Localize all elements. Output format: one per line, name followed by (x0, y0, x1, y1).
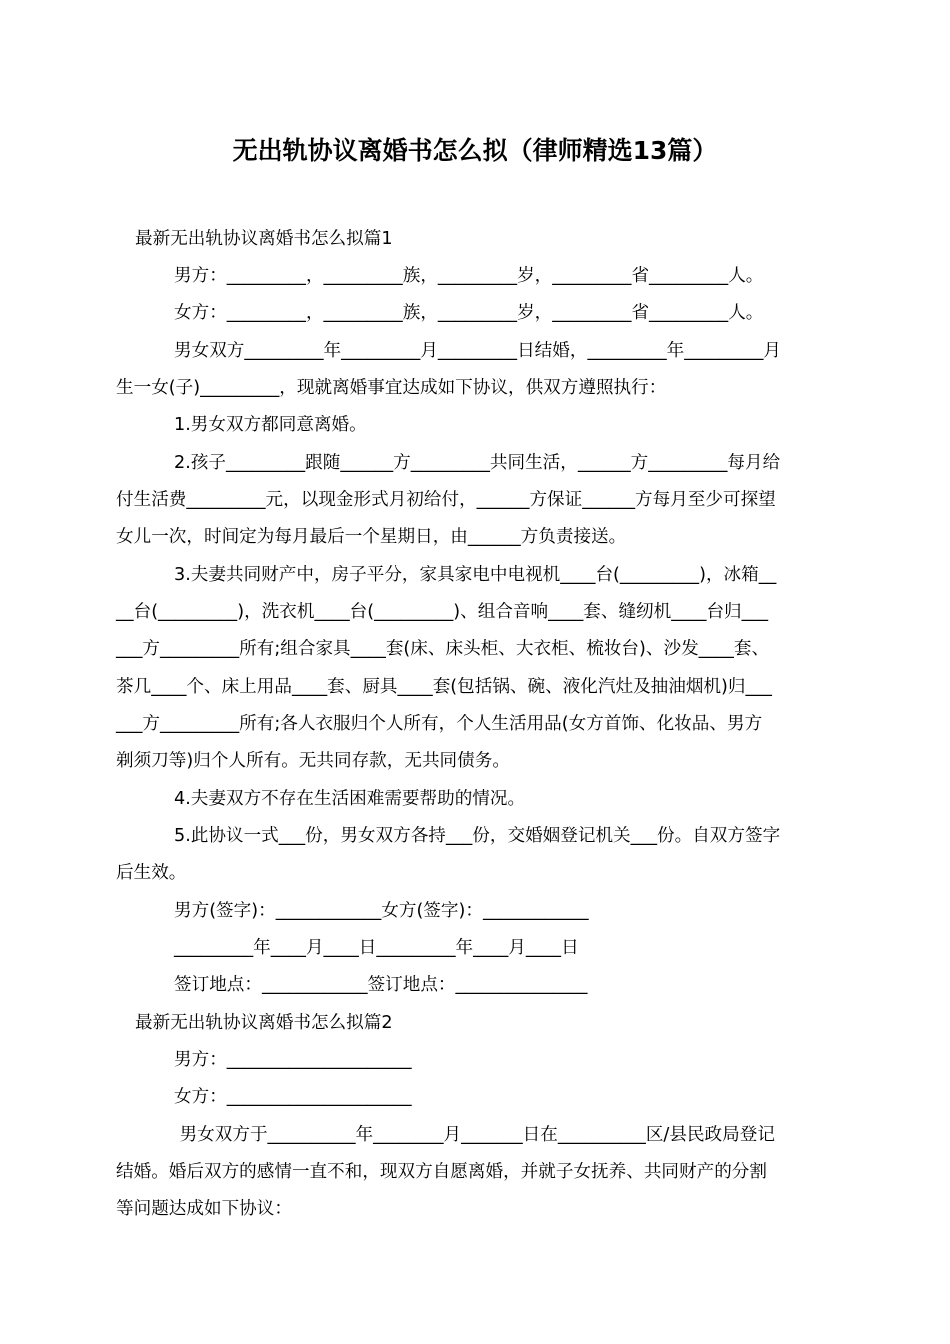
section-heading-1: 最新无出轨协议离婚书怎么拟篇1 (135, 229, 393, 249)
paragraph-line: 后生效。 (116, 863, 187, 883)
paragraph-line: 5.此协议一式___份，男女双方各持___份，交婚姻登记机关___份。自双方签字 (174, 826, 781, 846)
paragraph-line: 女方：_____________________ (174, 1087, 412, 1107)
paragraph-line: 付生活费_________元，以现金形式月初给付，______方保证______方每月至少可探望 (116, 490, 776, 510)
paragraph-line: 女儿一次，时间定为每月最后一个星期日，由______方负责接送。 (116, 527, 627, 547)
paragraph-line: 生一女(子)_________，现就离婚事宜达成如下协议，供双方遵照执行： (116, 378, 667, 398)
paragraph-line: 剃须刀等)归个人所有。无共同存款，无共同债务。 (116, 751, 510, 771)
paragraph-line: 等问题达成如下协议： (116, 1199, 292, 1219)
paragraph-line: ___方_________所有;各人衣服归个人所有，个人生活用品(女方首饰、化妆品、男方 (116, 714, 763, 734)
paragraph-line: 男方：_________，_________族，_________岁，_________省_________人。 (174, 266, 764, 286)
date-line: _________年____月____日_________年____月____日 (174, 938, 579, 958)
paragraph-line: ___方_________所有;组合家具____套(床、床头柜、大衣柜、梳妆台)、沙发____套、 (116, 639, 770, 659)
paragraph-line: __台(_________)，洗衣机____台(_________)、组合音响____套、缝纫机____台归___ (116, 602, 769, 622)
paragraph-line: 4.夫妻双方不存在生活困难需要帮助的情况。 (174, 789, 526, 809)
document-title: 无出轨协议离婚书怎么拟（律师精选13篇） (232, 136, 718, 165)
paragraph-line: 女方：_________，_________族，_________岁，_________省_________人。 (174, 303, 764, 323)
paragraph-line: 茶几____个、床上用品____套、厨具____套(包括锅、碗、液化汽灶及抽油烟机)归___ (116, 677, 772, 697)
paragraph-line: 2.孩子_________跟随______方_________共同生活，______方_________每月给 (174, 453, 781, 473)
paragraph-line: 男方：_____________________ (174, 1050, 412, 1070)
paragraph-line: 男女双方于__________年________月_______日在__________区/县民政局登记 (174, 1125, 775, 1145)
paragraph-line: 结婚。婚后双方的感情一直不和，现双方自愿离婚，并就子女抚养、共同财产的分割 (116, 1162, 767, 1182)
location-line: 签订地点：____________签订地点：_______________ (174, 975, 588, 995)
signature-line: 男方(签字)：____________女方(签字)：____________ (174, 901, 589, 921)
section-heading-2: 最新无出轨协议离婚书怎么拟篇2 (135, 1013, 393, 1033)
paragraph-line: 男女双方_________年_________月_________日结婚，_________年_________月 (174, 341, 781, 361)
paragraph-line: 1.男女双方都同意离婚。 (174, 415, 367, 435)
paragraph-line: 3.夫妻共同财产中，房子平分，家具家电中电视机____台(_________)，冰箱__ (174, 565, 777, 585)
